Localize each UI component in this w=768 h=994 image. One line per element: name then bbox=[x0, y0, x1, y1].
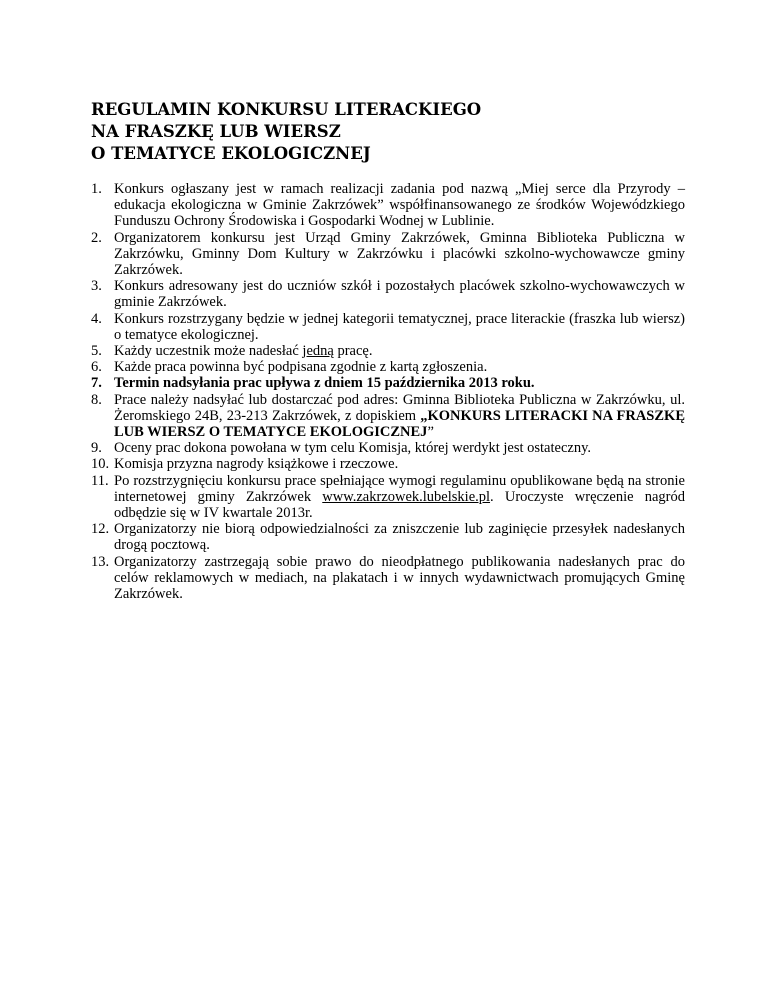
rule-number: 9. bbox=[91, 440, 102, 457]
rule-item-deadline bbox=[91, 375, 685, 391]
rule-item bbox=[91, 392, 685, 441]
rule-item bbox=[91, 343, 685, 359]
rule-item bbox=[91, 311, 685, 343]
rule-number: 1. bbox=[91, 181, 102, 197]
rule-text: Termin nadsyłania prac upływa z dniem 15 października 2013 roku. bbox=[114, 375, 535, 392]
rule-text-part: . Uroczyste wręczenie nagród odbędzie się w IV kwartale 2013r. bbox=[114, 488, 685, 522]
rule-text-part: Każdy uczestnik może nadesłać bbox=[114, 343, 303, 360]
rule-text: Organizatorzy nie biorą odpowiedzialności za zniszczenie lub zaginięcie przesyłek nadesłanych drogą pocztową. bbox=[114, 521, 685, 554]
rule-text-part: Prace należy nadsyłać lub dostarczać pod adres: Gminna Biblioteka Publiczna w Zakrzówku, ul. Żeromskiego 24B, 23-213 Zakrzówek, z dopiskiem bbox=[114, 391, 685, 424]
rule-text-part: ” bbox=[427, 424, 434, 441]
rule-number: 10. bbox=[91, 456, 110, 473]
rule-item bbox=[91, 473, 685, 522]
title-line: REGULAMIN KONKURSU LITERACKIEGO bbox=[91, 100, 482, 119]
rule-number: 5. bbox=[91, 343, 102, 360]
rule-item bbox=[91, 440, 685, 456]
rule-text bbox=[114, 343, 685, 359]
rule-text: Każde praca powinna być podpisana zgodnie z kartą zgłoszenia. bbox=[114, 359, 488, 376]
rule-text: Konkurs adresowany jest do uczniów szkół i pozostałych placówek szkolno-wychowawczych w gminie Zakrzówek. bbox=[114, 278, 685, 311]
rule-text: Oceny prac dokona powołana w tym celu Komisja, której werdykt jest ostateczny. bbox=[114, 440, 592, 457]
rule-item bbox=[91, 554, 685, 603]
rule-text: Komisja przyzna nagrody książkowe i rzeczowe. bbox=[114, 456, 399, 473]
website-link[interactable]: www.zakrzowek.lubelskie.pl bbox=[322, 488, 491, 505]
rule-text-part: pracę. bbox=[333, 343, 373, 360]
rule-text: Konkurs ogłaszany jest w ramach realizacji zadania pod nazwą „Miej serce dla Przyrody – edukacja ekologiczna w Gminie Zakrzówek” współfinansowanego ze środków Wojewódzkiego Funduszu Ochrony Środowiska i Gospodarki Wodnej w Lublinie. bbox=[114, 181, 685, 230]
title-line: O TEMATYCE EKOLOGICZNEJ bbox=[91, 144, 371, 163]
rule-text: Organizatorzy zastrzegają sobie prawo do nieodpłatnego publikowania nadesłanych prac do celów reklamowych w mediach, na plakatach i w innych wydawnictwach promujących Gminę Zakrzówek. bbox=[114, 553, 685, 603]
rule-number: 6. bbox=[91, 359, 102, 376]
title-line: NA FRASZKĘ LUB WIERSZ bbox=[91, 122, 341, 141]
rule-text: Konkurs rozstrzygany będzie w jednej kategorii tematycznej, prace literackie (fraszka lub wiersz) o tematyce ekologicznej. bbox=[114, 310, 685, 343]
rule-text bbox=[114, 473, 685, 522]
rule-number: 3. bbox=[91, 278, 102, 295]
rule-item bbox=[91, 278, 685, 310]
rule-number: 13. bbox=[91, 553, 110, 570]
rule-text bbox=[114, 392, 685, 441]
rule-item bbox=[91, 521, 685, 553]
rule-text: Organizatorem konkursu jest Urząd Gminy Zakrzówek, Gminna Biblioteka Publiczna w Zakrzówku, Gminny Dom Kultury w Zakrzówku i placówki szkolno-wychowawcze gminy Zakrzówek. bbox=[114, 229, 685, 279]
rule-item bbox=[91, 456, 685, 472]
rules-list bbox=[91, 181, 685, 602]
document-title bbox=[91, 99, 691, 165]
rule-number: 7. bbox=[91, 375, 102, 392]
rule-item bbox=[91, 230, 685, 279]
rule-item bbox=[91, 359, 685, 375]
rule-item bbox=[91, 181, 685, 230]
rule-number: 12. bbox=[91, 521, 110, 538]
rule-number: 2. bbox=[91, 229, 102, 246]
underlined-word: jedną bbox=[302, 343, 334, 360]
rule-text-part: Po rozstrzygnięciu konkursu prace spełniające wymogi regulaminu opublikowane będą na stronie internetowej gminy Zakrzówek bbox=[114, 472, 685, 505]
rule-number: 8. bbox=[91, 391, 102, 408]
rule-number: 11. bbox=[91, 472, 109, 489]
annotation-bold: „KONKURS LITERACKI NA FRASZKĘ LUB WIERSZ O TEMATYCE EKOLOGICZNEJ bbox=[114, 407, 685, 441]
rule-number: 4. bbox=[91, 310, 102, 327]
